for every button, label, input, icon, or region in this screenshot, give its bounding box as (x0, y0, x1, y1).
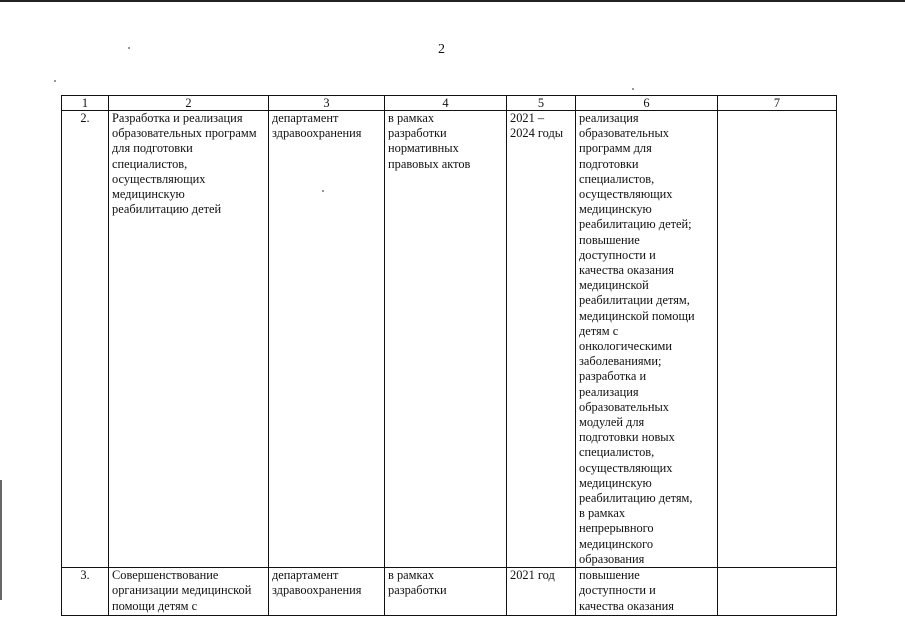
page-number: 2 (438, 42, 445, 57)
column-header: 1 (62, 96, 109, 111)
row-number: 3. (62, 568, 109, 616)
table-row (62, 568, 837, 616)
period-cell: 2021 год (507, 568, 576, 616)
row-number: 2. (62, 111, 109, 568)
column-header: 2 (109, 96, 269, 111)
activity-cell: Разработка и реализация образовательных программ для подготовки специалистов, осуществляющих медицинскую реабилитацию детей (109, 111, 269, 568)
column-header: 5 (507, 96, 576, 111)
source-cell: в рамках разработки нормативных правовых актов (385, 111, 507, 568)
executor-cell: департамент здравоохранения (269, 111, 385, 568)
scan-speck (54, 80, 56, 82)
activity-cell: Совершенствование организации медицинской помощи детям с (109, 568, 269, 616)
note-cell (718, 568, 837, 616)
period-cell: 2021 – 2024 годы (507, 111, 576, 568)
column-header: 7 (718, 96, 837, 111)
scan-top-border (0, 0, 905, 2)
plan-table (61, 95, 837, 616)
column-header: 4 (385, 96, 507, 111)
column-header: 3 (269, 96, 385, 111)
table-row (62, 111, 837, 568)
note-cell (718, 111, 837, 568)
scan-left-edge (0, 480, 2, 600)
executor-cell: департамент здравоохранения (269, 568, 385, 616)
source-cell: в рамках разработки (385, 568, 507, 616)
scan-speck (128, 47, 130, 49)
header-row (62, 96, 837, 111)
result-cell: повышение доступности и качества оказания (576, 568, 718, 616)
scan-speck (632, 88, 634, 90)
column-header: 6 (576, 96, 718, 111)
result-cell: реализация образовательных программ для подготовки специалистов, осуществляющих медицинскую реабилитацию детей; повышение доступности и качества оказания медицинской реабилитации детям, медицинской помощи детям с онкологическими заболеваниями; разработка и реализация образовательных модулей для подготовки новых специалистов, осуществляющих медицинскую реабилитацию детям, в рамках непрерывного медицинского образования (576, 111, 718, 568)
